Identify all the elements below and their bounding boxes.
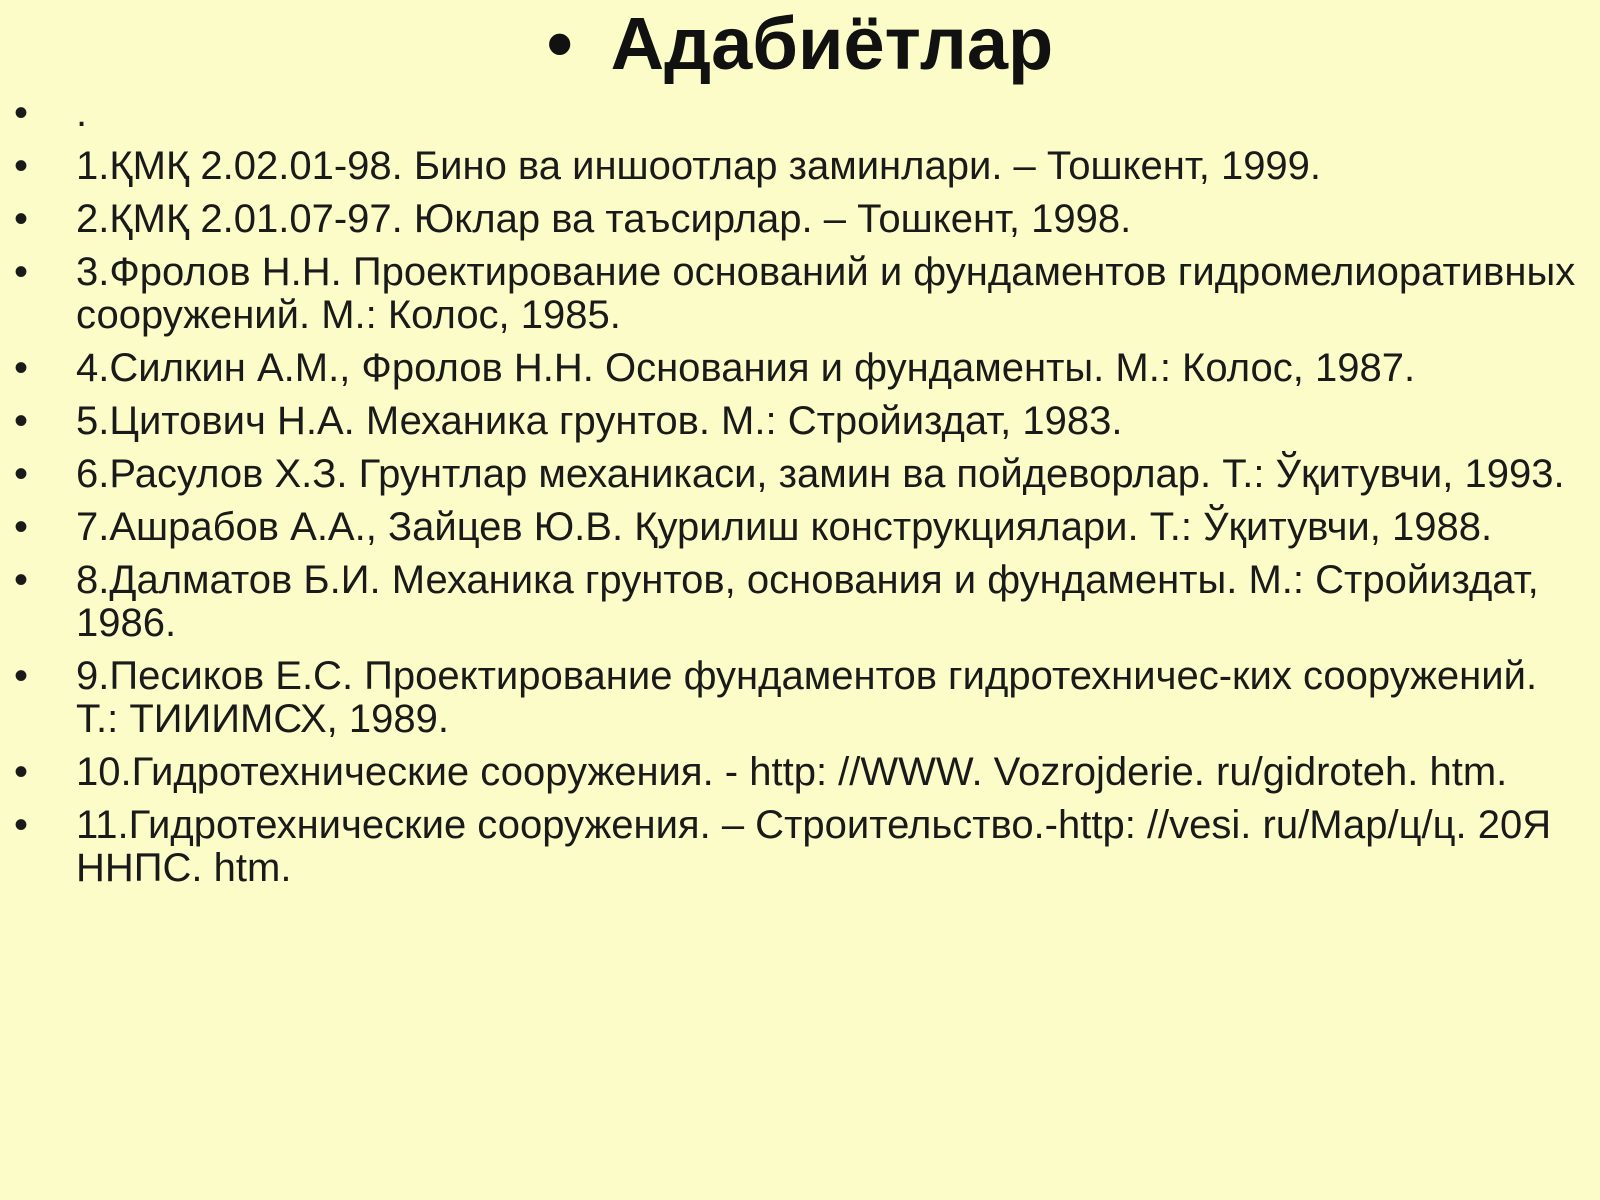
reference-item-5: [0, 400, 1600, 443]
reference-item-6: [0, 453, 1600, 496]
title-text: Адабиётлар: [610, 2, 1054, 85]
list-bullet: •: [14, 399, 29, 443]
list-bullet: •: [14, 346, 29, 390]
slide-title: [0, 0, 1600, 88]
reference-item-1: [0, 145, 1600, 188]
title-bullet: •: [546, 2, 573, 85]
list-bullet: •: [14, 750, 29, 794]
reference-item-4: [0, 347, 1600, 390]
list-bullet: •: [14, 250, 29, 294]
list-bullet: •: [14, 505, 29, 549]
list-bullet: •: [14, 558, 29, 602]
list-bullet: •: [14, 91, 29, 135]
reference-text: 2.ҚМҚ 2.01.07-97. Юклар ва таъсирлар. – Тошкент, 1998.: [76, 197, 1132, 241]
reference-text: 10.Гидротехнические сооружения. - http: //WWW. Vozrojderie. ru/gidroteh. htm.: [76, 750, 1508, 794]
reference-text: 9.Песиков Е.С. Проектирование фундаментов гидротехничес-ких сооружений. Т.: ТИИИМСХ, 1989.: [76, 654, 1538, 741]
reference-item-7: [0, 506, 1600, 549]
reference-text: 3.Фролов Н.Н. Проектирование оснований и фундаментов гидромелиоративных сооружений. М.: Колос, 1985.: [76, 250, 1576, 337]
reference-text: 6.Расулов Х.З. Грунтлар механикаси, замин ва пойдеворлар. Т.: Ўқитувчи, 1993.: [76, 452, 1565, 496]
list-bullet: •: [14, 803, 29, 847]
reference-text: .: [76, 91, 88, 135]
reference-item-10: [0, 751, 1600, 794]
reference-item-0: [0, 92, 1600, 135]
reference-text: 7.Ашрабов А.А., Зайцев Ю.В. Қурилиш конструкциялари. Т.: Ўқитувчи, 1988.: [76, 505, 1493, 549]
reference-text: 8.Далматов Б.И. Механика грунтов, основания и фундаменты. М.: Стройиздат, 1986.: [76, 558, 1539, 645]
list-bullet: •: [14, 654, 29, 698]
reference-text: 4.Силкин А.М., Фролов Н.Н. Основания и фундаменты. М.: Колос, 1987.: [76, 346, 1416, 390]
list-bullet: •: [14, 452, 29, 496]
list-bullet: •: [14, 197, 29, 241]
reference-item-8: [0, 559, 1600, 645]
reference-text: 5.Цитович Н.А. Механика грунтов. М.: Стройиздат, 1983.: [76, 399, 1123, 443]
reference-item-2: [0, 198, 1600, 241]
reference-item-3: [0, 251, 1600, 337]
reference-list: [0, 92, 1600, 900]
list-bullet: •: [14, 144, 29, 188]
reference-text: 1.ҚМҚ 2.02.01-98. Бино ва иншоотлар заминлари. – Тошкент, 1999.: [76, 144, 1322, 188]
reference-item-11: [0, 804, 1600, 890]
reference-item-9: [0, 655, 1600, 741]
reference-text: 11.Гидротехнические сооружения. – Строительство.-http: //vesi. ru/Мар/ц/ц. 20Я ННПС. htm.: [76, 803, 1552, 890]
